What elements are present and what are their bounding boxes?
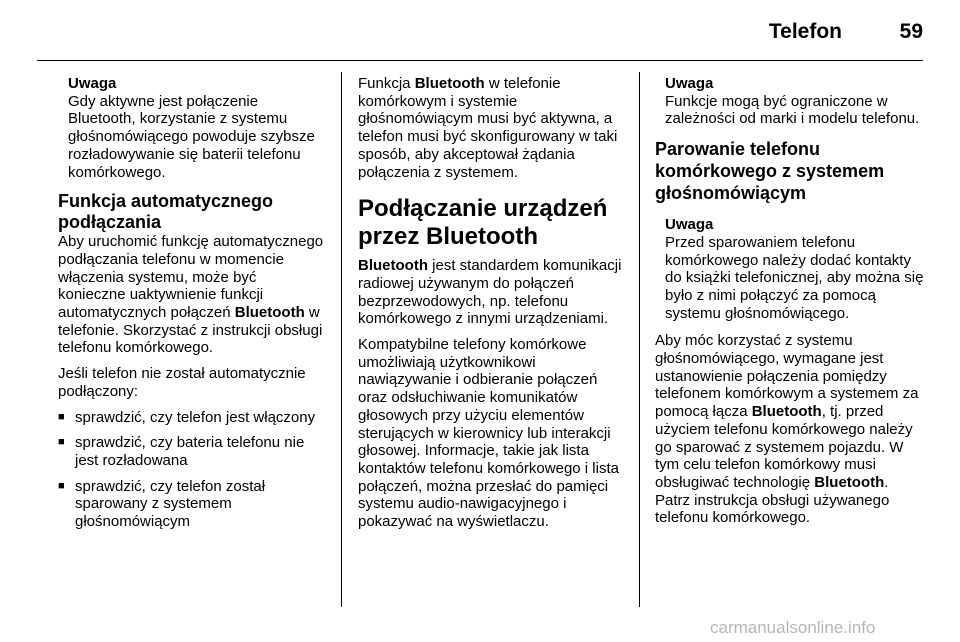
text-run: jest standardem komunikacji radiowej używanym do połączeń bezprzewodowych, np. telefonu komórkowego z innymi urządzeniami. (358, 257, 622, 328)
text-run: w telefonie. Skorzystać z instrukcji obsługi telefonu komórkowego. (58, 304, 323, 357)
note-title: Uwaga (665, 75, 714, 92)
column-divider-1 (341, 72, 342, 607)
note-title: Uwaga (665, 216, 714, 234)
page-number: 59 (899, 20, 923, 43)
watermark: carmanualsonline.info (710, 618, 876, 637)
paragraph: Kompatybilne telefony komórkowe umożliwiają użytkownikowi nawiązywanie i odbieranie połączeń oraz odsłuchiwanie komunikatów głosowych przy użyciu elementów sterujących w kierownicy lub interakcji głosowej. Informacje, takie jak lista kontaktów telefonu komórkowego i lista połączeń, można przesłać do pamięci systemu audio-nawigacyjnego i pokazywać na wyświetlaczu. (358, 336, 619, 531)
bluetooth-term: Bluetooth (234, 304, 305, 322)
section-heading: Parowanie telefonu komórkowego z systemem głośnomówiącym (655, 139, 885, 204)
text-run: w telefonie komórkowym i systemie głośnomówiącym musi być aktywna, a telefon musi być skonfigurowany w taki sposób, aby akceptował żądania połączenia z systemem. (358, 75, 618, 181)
column-2 (358, 75, 626, 539)
column-3 (655, 75, 927, 535)
note-text: Gdy aktywne jest połączenie Bluetooth, korzystanie z systemu głośnomówiącego powoduje szybsze rozładowywanie się baterii telefonu komórkowego. (68, 92, 315, 181)
bluetooth-term: Bluetooth (814, 473, 885, 491)
text-run: , tj. przed użyciem telefonu komórkowego należy go sparować z systemem pojazdu. W tym celu telefon komórkowy musi obsługiwać technologię (655, 403, 913, 491)
bullet-item: ■ sprawdzić, czy telefon jest włączony (58, 409, 328, 427)
column-divider-2 (639, 72, 640, 607)
header-title: Telefon (768, 20, 842, 43)
note-box (655, 75, 927, 128)
paragraph (358, 75, 626, 181)
bluetooth-term: Bluetooth (414, 75, 485, 92)
bluetooth-term: Bluetooth (358, 257, 428, 275)
column-1 (58, 75, 328, 539)
bluetooth-term: Bluetooth (751, 403, 822, 421)
paragraph (58, 233, 328, 357)
bullet-list (58, 409, 328, 531)
note-text: Funkcje mogą być ograniczone w zależności od marki i modelu telefonu. (665, 92, 920, 128)
note-box (655, 216, 927, 322)
text-run: Funkcja (358, 75, 415, 92)
bullet-item: ■ sprawdzić, czy bateria telefonu nie jest rozładowana (58, 434, 328, 469)
text-run: Aby uruchomić funkcję automatycznego podłączania telefonu w momencie włączenia systemu, może być konieczne uaktywnienie funkcji automatycznych połączeń (58, 233, 324, 322)
text-run: . Patrz instrukcja obsługi używanego telefonu komórkowego. (655, 473, 890, 527)
section-heading: Podłączanie urządzeń przez Bluetooth (358, 195, 608, 251)
note-box (58, 75, 328, 181)
paragraph (655, 332, 927, 527)
bullet-item: ■ sprawdzić, czy telefon został sparowany z systemem głośnomówiącym (58, 478, 328, 531)
note-title: Uwaga (68, 75, 117, 92)
section-heading: Funkcja automatycznego podłączania (58, 191, 274, 233)
paragraph: Jeśli telefon nie został automatycznie podłączony: (58, 365, 306, 400)
note-text: Przed sparowaniem telefonu komórkowego należy dodać kontakty do książki telefonicznej, aby można się było z nimi połączyć za pomocą systemu głośnomówiącego. (665, 233, 924, 322)
paragraph (358, 257, 626, 328)
header-rule (37, 60, 923, 61)
text-run: Aby móc korzystać z systemu głośnomówiącego, wymagane jest ustanowienie połączenia pomiędzy telefonem komórkowym a systemem za pomocą łącza (655, 332, 919, 421)
